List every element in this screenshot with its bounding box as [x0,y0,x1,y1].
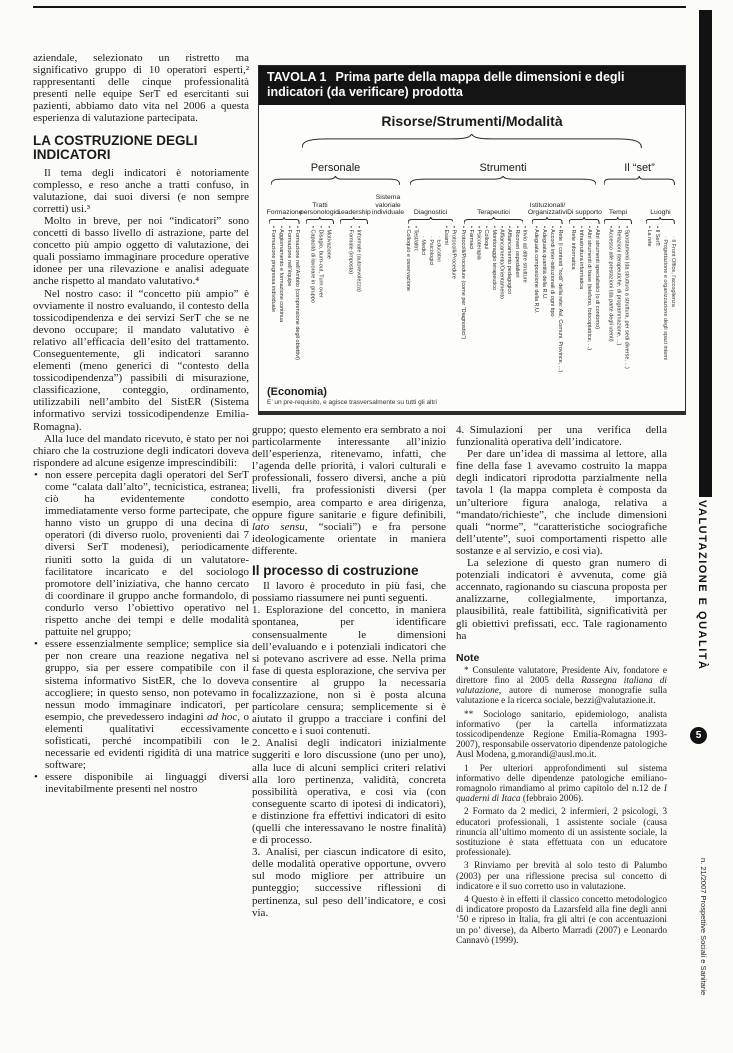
column-items [267,224,302,360]
group-columns [404,185,602,372]
tavola-item: • Accordi inter-istituzionali di ogni tipo [549,226,555,317]
tavola-item: · Medici [420,236,427,256]
paragraph: Molto in breve, per noi “indicatori” sono concetti di basso livello di astrazione, parte del concetto più ampio oggetto di valutazione, dei quali possiamo immaginare procedure operative idonee per una rilevazione e analisi adeguate anche rispetto al mandato valutativo.⁴ [33,214,249,288]
brace-icon [646,217,674,224]
root-brace-slot [265,134,679,148]
brace-icon [408,217,454,224]
bullet-item: • non essere percepita dagli operatori del SerT come “calata dall’alto”, tecnicistica, estranea; ciò ha evidentemente condotto immediatamente verso forme partecipate, che hanno visto un gruppo di una decina di operatori (di diverso ruolo, provenienti dai 7 diversi SerT modenesi), periodicamente riuniti sotto la guida di un valutatore-facilitatore incaricato e del sociologo promotore dell’iniziativa, che hanno cercato di coordinare il gruppo anche formandolo, di condurlo verso l’obiettivo operativo nel rispetto anche dei tempi e delle modalità pattuite nel gruppo; [34,468,249,639]
brace-icon [532,217,562,224]
tavola-group [267,162,404,372]
brace-icon [269,217,299,224]
bullet-list [33,469,249,796]
group-label: Personale [310,162,361,174]
tavola-column [459,185,528,339]
notes-list [456,666,667,946]
tavola-item: • Monitoraggio terapeutico [490,226,497,290]
paragraph: Il tema degli indicatori è notoriamente complesso, e reso anche a tratti confuso, in valutazione, dai suoi diversi (e non sempre corretti) usi.³ [33,166,249,215]
tavola-item: • Accesso alle prestazioni (da parte degli utenti) [607,226,614,342]
tavola-column [644,185,677,360]
tavola-column [527,185,568,372]
notes-heading: Note [456,651,480,664]
tavola-item: • Affiancamento pedagogico [506,226,513,295]
tavola-title [259,66,685,105]
column-middle [252,424,446,919]
paragraph: Il lavoro è proceduto in più fasi, che possiamo riassumere nei punti seguenti. [252,580,446,605]
tavola-column [404,185,457,291]
column-header: Diagnostici [413,209,448,217]
tavola-group [602,162,677,372]
tavola-item: • Informale (autorevolezza) [355,226,362,292]
brace-icon [340,217,368,224]
column-items [530,224,565,372]
sidebar-section-label: VALUTAZIONE E QUALITÀ [696,500,708,671]
brace-icon [410,176,596,185]
column-header: Formazione [266,209,303,217]
tavola-item: • Protocolli/Procedure (come per “Diagnostici”) [460,226,467,340]
tavola-item: • Adeguata composizione della R.U. [533,226,539,314]
tavola-item: • Formazione nell’Ambito (comprensione degli obiettivi) [294,226,300,360]
column-header: Sistema valoriale individuale [371,194,405,217]
group-columns [267,185,404,360]
column-items [304,224,336,303]
brace-icon [604,176,675,185]
column-header: Luoghi [650,209,671,217]
brace-icon [569,217,599,224]
tavola-item: • Invio ad altre strutture [521,226,528,283]
tavola-column [267,185,302,360]
tavola-item: • Colloquio e osservazione [405,226,412,291]
paragraph: Nel nostro caso: il “concetto più ampio” è ovviamente il nostro evaluando, il contesto della tossicodipendenza e dei servizi SerT che se ne devono occupare; il mandato valutativo è relativo all’efficacia dell’esito del trattamento. Conseguentemente, gli indicatori saranno elementi (meno generici di “contesto della tossicodipendenza”) passibili di misurazione, classificazione, conteggio, ordinamento, utilizzabili nell’ambito del SistER (Sistema informativo servizi tossicodipendenze Emilia-Romagna). [33,287,249,433]
note-item: ** Sociologo sanitario, epidemiologo, analista informativo (per la cartella informatizzata tossicodipendenze Regione Emilia-Romagna 1993-2007), responsabile osservatorio dipendenze patologiche Ausl Modena, g.morandi@ausl.mo.it. [456,709,667,761]
diagram-root-label: Risorse/Strumenti/Modalità [381,113,563,129]
tavola-item: · Il Front Office, l’accoglienza [670,236,676,307]
brace-icon [302,134,641,148]
tavola-item: • Farmaci [467,226,474,250]
economia-note: E’ un pre-requisito, e agisce trasversalmente su tutti gli altri [267,399,437,406]
column-items [644,224,677,360]
column-header: Terapeutici [477,209,510,217]
tavola-item: • Formale (imposta) [347,226,354,275]
step-item: 1. Esplorazione del concetto, in maniera spontanea, per identificare consensualmente le dimensioni dell’evaluando e i potenziali indicatori che si potevano ascrivere ad esse. Nella prima fase di questa esplorazione, che serviva per consentire al gruppo la necessaria focalizzazione, non si è posta alcuna particolare censura; semplicemente si è aiutato il gruppo a tracciare i confini del concetto e i suoi contenuti. [252,604,446,738]
top-rule [33,6,686,8]
tavola-item: • Formazione pregressa individuale [270,226,276,312]
group-columns [602,185,677,369]
paragraph: La selezione di questo gran numero di potenziali indicatori è avvenuta, come già accennato, ragionando su ciascuna proposta per analizzarne, collegialmente, importanza, plausibilità, reale fattibilità, significatività per gli obiettivi prefissati, ecc. Tale ragionamento ha [456,557,667,642]
step-list [252,604,446,918]
sidebar-bar [699,10,712,497]
tavola-column [299,185,341,303]
tavola-item: · Psicologici [427,236,434,266]
step-item: 3. Analisi, per ciascun indicatore di esito, delle modalità operative opportune, ovvero sul modo migliore per attribuire un punteggio; successive riflessioni di pertinenza, sul peso dell’indicatore, e così via. [252,846,446,919]
tavola-item: • Ricoveri ospedalieri [513,226,520,278]
section-heading: LA COSTRUZIONE DEGLI INDICATORI [33,132,198,163]
subsection-heading: Il processo di costruzione [252,563,419,579]
tavola-item: • Test/altri: [412,226,419,252]
bullet-icon: • [34,771,38,784]
note-item: 1 Per ulteriori approfondimenti sul sistema informativo delle dipendenze patologiche emiliano-romagnolo rimandiamo al primo capitolo del n.12 de I quaderni di Itaca (febbraio 2006). [456,763,667,805]
column-items [567,224,602,350]
note-item: 3 Rinviamo per brevità al solo testo di Palumbo (2003) per una riflessione precisa sul concetto di indicatore e il suo corretto uso in valutazione. [456,861,667,892]
step-item: 2. Analisi degli indicatori inizialmente suggeriti e loro discussione (uno per uno), alla luce di alcuni semplici criteri relativi alla loro pertinenza, validità, concreta possibilità operativa, e così via (con conseguente scarto di ipotesi di indicatori), e distinzione fra effettivi indicatori di esito (quelli che interessavano le nostre finalità) e di processo. [252,737,446,847]
column-header: Tempi [608,209,628,217]
tavola-item: • Spostamenti (da struttura a struttura, per sedi diverse, ...) [623,226,630,369]
tavola-item: • Rete informatica [570,226,576,270]
tavola-item: · Progettazione e organizzazione degli spazi interni [662,236,668,361]
column-right [456,424,667,949]
diagram-groups [265,162,679,372]
tavola-item: • Rete (i contesti “nodi” della rete: Asl, Comuni, Province, ...) [557,226,563,372]
tavola-item: • Colloqui [483,226,490,250]
tavola-diagram [259,105,685,411]
column-header: Leadership [337,209,371,217]
tavola-item: • Infrastruttura informatica [578,226,584,290]
column-left [33,52,249,795]
brace-icon [306,217,334,224]
column-items [602,224,634,369]
column-header: Istituzionali/ Organizzativi [527,201,568,217]
note-item: * Consulente valutatore, Presidente Aiv, fondatore e direttore fino al 2005 della Rassegna italiana di valutazione, autore di numerose monografie sulla valutazione e la ricerca sociale, bezzi@valutazione.it. [456,665,667,707]
tavola-item: • Relazioni (terapeutiche, di programmazione, ...) [615,226,622,346]
page-number-badge: 5 [690,727,707,744]
bullet-item: • essere essenzialmente semplice; semplice sia per non creare una reazione negativa nel gruppo, sia per essere compatibile con il sistema informativo SistER, che lo doveva accogliere; in questo senso, non potevamo in nessun modo immaginare indicatori, per esempio, che prevedessero indagini ad hoc, o elementi qualitativi eccessivamente sofisticati, perché incompatibili con le necessarie ed evidenti rigidità di una matrice software; [34,638,249,772]
economia-block [267,386,437,406]
tavola-item: · Educativi [435,236,442,262]
tavola-item: • Formazione nell’équipe [286,226,292,287]
paragraph: Alla luce del mandato ricevuto, è stato per noi chiaro che la costruzione degli indicatori doveva rispondere ad alcune esigenze imprescindibili: [33,432,249,469]
tavola-group [404,162,602,372]
tavola-item: • Psicoterapia [475,226,482,260]
tavola-item: • Aggiornamento e formazione continua [278,226,284,323]
paragraph: 4. Simulazioni per una verifica della funzionalità operativa dell’indicatore. [456,424,667,449]
tavola-item: • Altri strumenti di base (telefono, fotocopiatrice, ...) [586,226,592,351]
tavola-column [602,185,634,369]
column-header: Tratti personologici [299,201,341,217]
column-items [404,224,457,291]
group-label: Il “set” [624,162,655,174]
brace-icon [271,176,400,185]
column-items [338,224,370,292]
tavola-column [338,185,370,292]
bullet-icon: • [34,638,38,651]
bullet-item: • essere disponibile ai linguaggi diversi inevitabilmente presenti nel nostro [34,771,249,796]
tavola-box [258,65,686,415]
economia-label: (Economia) [267,386,327,398]
journal-info: n. 21/2007 Prospettive Sociali e Sanitarie [699,858,708,996]
bullet-icon: • [34,468,38,481]
note-item: 2 Formato da 2 medici, 2 infermieri, 2 psicologi, 3 educatori professionali, 1 assistente sociale (causa rinuncia all’ultimo momento di un assistente sociale, la sostituzione è stata effettuata con un educatore professionale). [456,807,667,859]
tavola-item: • Capacità di lavorare in gruppo [309,226,316,303]
group-label: Strumenti [479,162,527,174]
column-items [459,224,528,339]
tavola-column [372,185,404,217]
note-item: 4 Questo è in effetti il classico concetto metodologico di indicatore proposto da Lazarsfeld alla fine degli anni ’50 e ripreso in Italia, fra gli altri (e con accentuazioni un po’ diverse), da Alberto Marradi (2007) e Leonardo Cannavò (1999). [456,895,667,946]
tavola-item: • Motivazione [325,226,332,259]
tavola-item: • Protocolli/Procedure [450,226,457,279]
brace-icon [464,217,523,224]
tavola-label: TAVOLA 1 [267,70,327,84]
tavola-column [567,185,602,350]
brace-icon [604,217,632,224]
tavola-item: • La rete [646,226,652,247]
paragraph: aziendale, selezionato un ristretto ma significativo gruppo di 10 operatori esperti,² rappresentanti delle cinque professionalità presenti nelle equipe SerT ed esercitanti sui pazienti, abbiamo dato vita nel 2006 a questa esperienza di valutazione partecipata. [33,52,249,125]
tavola-caption: Prima parte della mappa delle dimensioni e degli indicatori (da verificare) prodotta [267,70,625,99]
tavola-item: • Disagio, burn-out, Turn over [317,226,324,298]
tavola-item: • Il SerT: [654,226,660,247]
tavola-item: • Altri strumenti specialistici (o di contorno) [594,226,600,330]
tavola-item: • Esami [442,226,449,245]
paragraph: Per dare un’idea di massima al lettore, alla fine della fase 1 avevamo costruito la mappa degli indicatori riprodotta parzialmente nella tavola 1 (la mappa completa è composta da un’ulteriore figura analoga, relativa a “mandato/richieste”, che include dimensioni quali “norme”, “caratteristiche sociografiche dell’utente”, suoi comportamenti rispetto alle sostanze e al servizio, e così via). [456,448,667,557]
tavola-item: • Adeguata quantità della R.U. [541,226,547,300]
paragraph: gruppo; questo elemento era sembrato a noi particolarmente interessante all’inizio dell’esperienza, ritenevamo, infatti, che l’agenda delle priorità, i valori culturali e professionali, fossero diversi, anche a più livelli, fra professionisti diversi (per esempio, area comparto e area dirigenza, oppure figure sanitarie e figure definibili, lato sensu, “sociali”) e fra persone ideologicamente orientate in maniera differente. [252,424,446,557]
column-header: Di supporto [567,209,602,217]
tavola-item: • Affiancamento/Orientamento [498,226,505,300]
